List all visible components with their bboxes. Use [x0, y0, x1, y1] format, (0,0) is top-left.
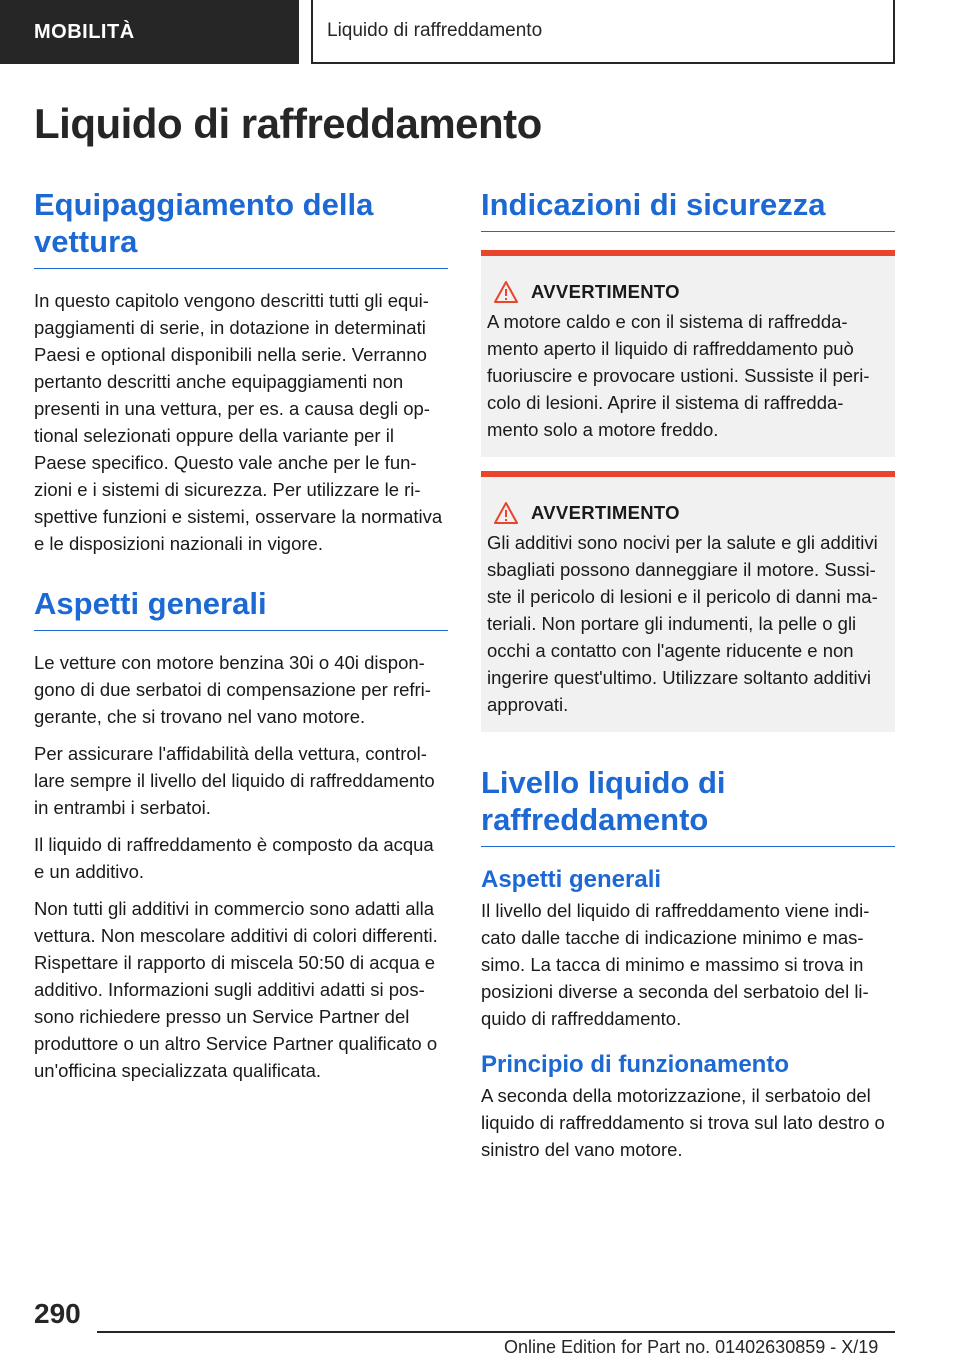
section-heading-safety: Indicazioni di sicurezza: [481, 186, 895, 232]
subheading-general: Aspetti generali: [481, 866, 662, 893]
page-title: Liquido di raffreddamento: [34, 100, 542, 147]
header-section-tab: [0, 0, 299, 64]
subheading-principle: Principio di funzionamento: [481, 1051, 789, 1078]
footer-divider: [97, 1331, 895, 1333]
right-column: [481, 186, 895, 1173]
general-paragraph-1: Le vetture con motore benzina 30i o 40i dispon-gono di due serbatoi di compensazione per refri-gerante, che si trovano nel vano motore.: [34, 652, 431, 727]
section-heading-equipment: Equipaggiamento della vettura: [34, 186, 448, 269]
equipment-paragraph: In questo capitolo vengono descritti tutti gli equi-paggiamenti di serie, in dotazione in determinati Paesi e optional disponibili nella serie. Verranno pertanto descritti anche equipaggiamenti non presenti in una vettura, per es. a causa degli op-tional selezionati oppure della variante per il Paese specifico. Questo vale anche per le fun-zioni e i sistemi di sicurezza. Per utilizzare le ri-spettive funzioni e sistemi, osservare la normativa e le disposizioni nazionali in vigore.: [34, 290, 443, 554]
section-heading-coolant-level: Livello liquido di raffreddamento: [481, 764, 895, 847]
warning-header-2: [493, 501, 889, 525]
warning-box-1: [481, 250, 895, 457]
page-number: 290: [34, 1298, 81, 1329]
coolant-level-paragraph: Il livello del liquido di raffreddamento viene indi-cato dalle tacche di indicazione minimo e mas-simo. La tacca di minimo e massimo si trova in posizioni diverse a seconda del serbatoio del li-quido di raffreddamento.: [481, 900, 870, 1029]
section-heading-general: Aspetti generali: [34, 585, 448, 631]
footer-edition: Online Edition for Part no. 01402630859 - X/19: [504, 1337, 879, 1357]
header-chapter-label: Liquido di raffreddamento: [327, 20, 543, 41]
principle-paragraph: A seconda della motorizzazione, il serbatoio del liquido di raffreddamento si trova sul lato destro o sinistro del vano motore.: [481, 1085, 885, 1160]
header-section-label: MOBILITÀ: [34, 20, 135, 43]
left-column: [34, 186, 448, 1094]
warning-title-1: AVVERTIMENTO: [531, 281, 680, 302]
general-paragraph-4: Non tutti gli additivi in commercio sono adatti alla vettura. Non mescolare additivi di colori differenti. Rispettare il rapporto di miscela 50:50 di acqua e additivo. Informazioni sugli additivi adatti si pos-sono richiedere presso un Service Partner del produttore o un altro Service Partner qualificato o un'officina specializzata qualificata.: [34, 898, 438, 1081]
warning-text-1: A motore caldo e con il sistema di raffredda-mento aperto il liquido di raffreddamento può fuoriuscire e provocare ustioni. Sussiste il peri-colo di lesioni. Aprire il sistema di raffredda-mento solo a motore freddo.: [487, 311, 870, 440]
warning-text-2: Gli additivi sono nocivi per la salute e gli additivi sbagliati possono danneggiare il motore. Sussi-ste il pericolo di lesioni e il pericolo di danni ma-teriali. Non portare gli indumenti, la pelle o gli occhi a contatto con l'agente riducente e non ingerire quest'ultimo. Utilizzare soltanto additivi approvati.: [487, 532, 878, 715]
general-paragraph-2: Per assicurare l'affidabilità della vettura, control-lare sempre il livello del liquido di raffreddamento in entrambi i serbatoi.: [34, 743, 435, 818]
warning-box-2: [481, 471, 895, 732]
header-chapter-tab: [311, 0, 895, 64]
warning-triangle-icon: [493, 501, 519, 525]
general-paragraph-3: Il liquido di raffreddamento è composto da acqua e un additivo.: [34, 834, 434, 882]
warning-title-2: AVVERTIMENTO: [531, 502, 680, 523]
warning-triangle-icon: [493, 280, 519, 304]
warning-header-1: [493, 280, 889, 304]
